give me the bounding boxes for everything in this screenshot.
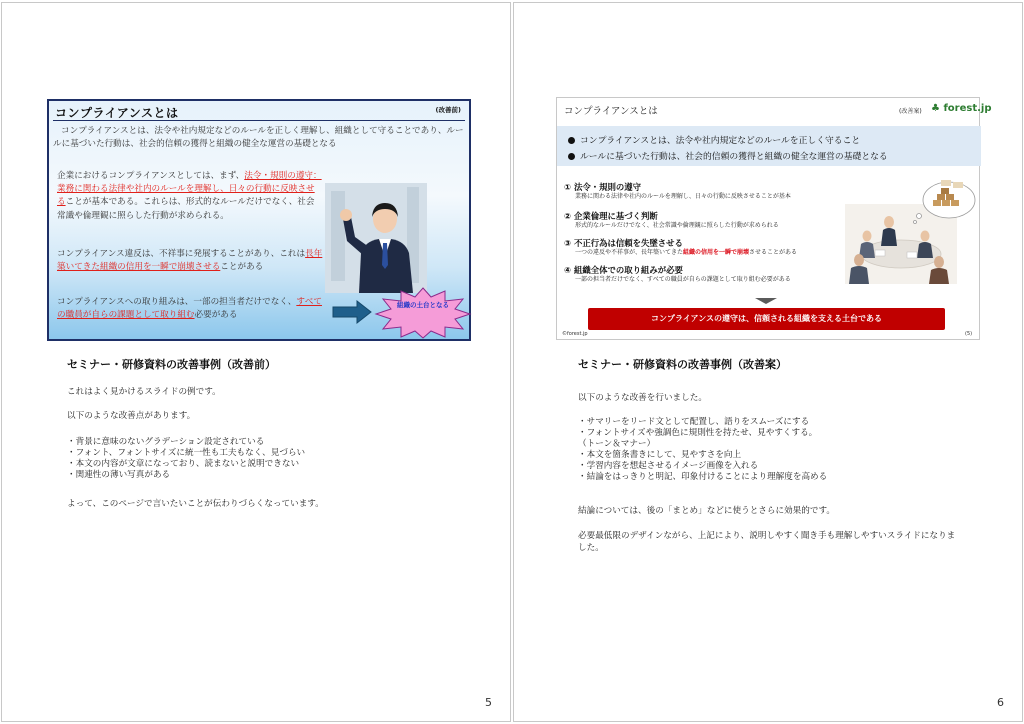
point-item-3 xyxy=(564,238,834,257)
caption-title: セミナー・研修資料の改善事例（改善案） xyxy=(578,358,787,371)
caption-point: ・結論をはっきりと明記、印象付けることにより理解度を高める xyxy=(578,472,828,482)
highlight-text: すべての職員が自らの課題として取り組む xyxy=(57,297,322,321)
slide-page-tag: (5) xyxy=(965,331,973,337)
caption-points xyxy=(67,437,305,481)
caption-point: （トーン＆マナー） xyxy=(578,439,656,449)
slide-tag: (改善案) xyxy=(899,108,922,115)
summary-bullet-1 xyxy=(568,133,860,146)
caption-point: ・関連性の薄い写真がある xyxy=(67,470,171,480)
document-page-before xyxy=(1,2,511,722)
brand-logo xyxy=(931,103,992,114)
bullet-dot xyxy=(568,137,575,144)
point-desc-text: させることがある xyxy=(749,249,798,256)
point-heading: ④ 組織全体での取り組みが必要 xyxy=(564,265,683,275)
conclusion-box: コンプライアンスの遵守は、信頼される組織を支える土台である xyxy=(588,308,945,330)
bullet-dot xyxy=(568,153,575,160)
footer-logo: ©forest.jp xyxy=(562,331,588,337)
meeting-illustration xyxy=(845,176,975,286)
caption-intro: これはよく見かけるスライドの例です。 xyxy=(67,387,221,397)
paragraph-text: ことがある xyxy=(220,262,264,273)
point-heading: ① 法令・規則の遵守 xyxy=(564,182,642,192)
caption-lead: 以下のような改善点があります。 xyxy=(67,411,196,421)
burst-text: 組織の土台となる xyxy=(397,301,449,309)
brand-text: forest.jp xyxy=(943,103,992,114)
document-page-after xyxy=(513,2,1023,722)
point-desc-text: 一つの違反や不祥事が、長年築いてきた xyxy=(575,249,684,256)
point-heading: ③ 不正行為は信頼を失墜させる xyxy=(564,238,683,248)
caption-point: ・フォントサイズや強調色に規則性を持たせ、見やすくする。 xyxy=(578,428,818,438)
point-item-1 xyxy=(564,182,834,201)
slide-title: コンプライアンスとは xyxy=(564,106,658,117)
caption-note: 結論については、後の「まとめ」などに使うとさらに効果的です。 xyxy=(578,506,835,516)
slide-after xyxy=(556,97,992,340)
point-item-4 xyxy=(564,265,834,284)
caption-intro: 以下のような改善を行いました。 xyxy=(578,393,707,403)
slide-title: コンプライアンスとは xyxy=(55,106,179,120)
caption-title: セミナー・研修資料の改善事例（改善前） xyxy=(67,358,276,371)
right-arrow-icon xyxy=(333,301,373,327)
point-desc-text: 一部の担当者だけでなく、すべての職員が自らの課題として取り組む必要がある xyxy=(575,276,791,283)
caption-outro: よって、このページで言いたいことが伝わりづらくなっています。 xyxy=(67,499,324,509)
caption-point: ・フォント、フォントサイズに統一性も工夫もなく、見づらい xyxy=(67,448,306,458)
paragraph-text: コンプライアンスへの取り組みは、一部の担当者だけでなく、 xyxy=(57,297,297,307)
point-desc-text: 形式的なルールだけでなく、社会常識や倫理観に照らした行動が求められる xyxy=(575,222,779,229)
down-arrow-icon xyxy=(755,298,777,304)
burst-shape xyxy=(375,287,471,343)
point-desc xyxy=(564,222,834,230)
slide-paragraph-1: コンプライアンスとは、法令や社内規定などのルールを正しく理解し、組織として守ることであり、ルールに基づいた行動は、社会的信頼の獲得と組織の健全な運営の基礎となる xyxy=(53,126,464,150)
paragraph-text: ことが基本である。これらは、形式的なルールだけでなく、社会常識や倫理観に照らした行動が求められる。 xyxy=(57,197,315,221)
caption-point: ・本文の内容が文章になっており、読まないと説明できない xyxy=(67,459,300,469)
point-desc-text: 業務に関わる法律や社内のルールを理解し、日々の行動に反映させることが基本 xyxy=(575,193,791,200)
slide-paragraph-4 xyxy=(57,296,323,322)
point-desc-highlight: 組織の信用を一瞬で崩壊 xyxy=(683,249,750,256)
page-number: 5 xyxy=(485,696,492,709)
page-number: 6 xyxy=(997,696,1004,709)
caption-outro: 必要最低限のデザインながら、上記により、説明しやすく聞き手も理解しやすいスライドになりました。 xyxy=(578,531,956,553)
point-desc xyxy=(564,249,834,257)
highlight-text: 長年築いてきた組織の信用を一瞬で崩壊させる xyxy=(57,249,323,273)
summary-bullet-2 xyxy=(568,149,888,162)
highlight-text: 法令・規則の遵守：業務に関わる法律や社内のルールを理解し、日々の行動に反映させる xyxy=(57,171,322,208)
slide-before xyxy=(47,99,471,341)
businessman-photo xyxy=(325,183,427,293)
leaf-icon: ♣ xyxy=(931,103,940,114)
point-desc xyxy=(564,193,834,201)
caption-point: ・学習内容を想起させるイメージ画像を入れる xyxy=(578,461,759,471)
caption-point: ・サマリーをリード文として配置し、語りをスムーズにする xyxy=(578,417,810,427)
paragraph-text: コンプライアンス違反は、不祥事に発展することがあり、これは xyxy=(57,249,306,259)
caption-point: ・本文を箇条書きにして、見やすさを向上 xyxy=(578,450,742,460)
paragraph-text: 必要がある xyxy=(194,310,238,321)
slide-paragraph-2 xyxy=(57,170,323,223)
slide-paragraph-3 xyxy=(57,248,323,274)
point-item-2 xyxy=(564,211,834,230)
caption-point: ・背景に意味のないグラデーション設定されている xyxy=(67,437,265,447)
point-heading: ② 企業倫理に基づく判断 xyxy=(564,211,658,221)
point-desc xyxy=(564,276,834,284)
slide-tag: (改善前) xyxy=(435,106,461,114)
bullet-text: ルールに基づいた行動は、社会的信頼の獲得と組織の健全な運営の基礎となる xyxy=(580,152,888,162)
caption-points xyxy=(578,417,827,483)
bullet-text: コンプライアンスとは、法令や社内規定などのルールを正しく守ること xyxy=(580,136,861,146)
paragraph-text: 企業におけるコンプライアンスとしては、まず、 xyxy=(57,171,245,181)
title-underline xyxy=(53,120,465,121)
